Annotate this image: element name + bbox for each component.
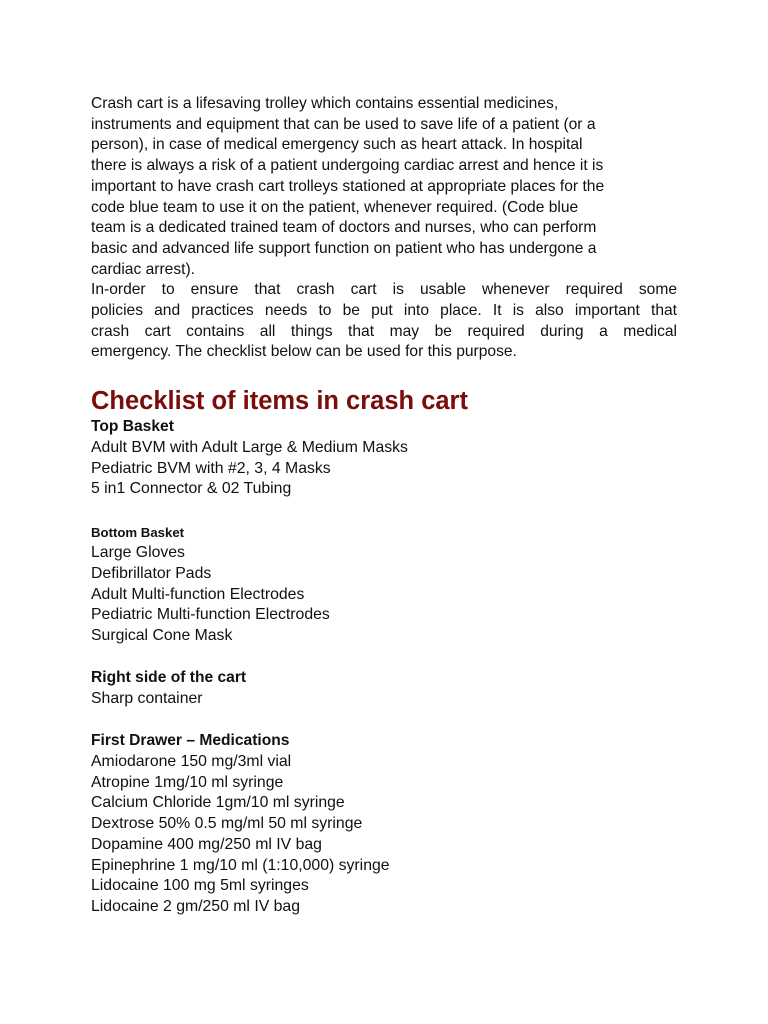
section-bottom-basket — [91, 523, 330, 647]
intro-line: team is a dedicated trained team of doctors and nurses, who can perform — [91, 219, 597, 237]
intro-line: important to have crash cart trolleys stationed at appropriate places for the — [91, 177, 605, 195]
list-item: Lidocaine 2 gm/250 ml IV bag — [91, 898, 301, 916]
intro-line: In-order to ensure that crash cart is usable whenever required some — [91, 281, 677, 299]
list-item: Large Gloves — [91, 544, 185, 561]
list-item: Lidocaine 100 mg 5ml syringes — [91, 877, 309, 895]
intro-line: cardiac arrest). — [91, 260, 195, 278]
list-item: Sharp container — [91, 689, 203, 707]
section-title: Top Basket — [91, 418, 174, 435]
intro-line: policies and practices needs to be put into place. It is also important that — [91, 302, 677, 320]
checklist-heading: Checklist of items in crash cart — [91, 387, 468, 415]
list-item: Adult Multi-function Electrodes — [91, 585, 305, 603]
intro-line: code blue team to use it on the patient, whenever required. (Code blue — [91, 198, 579, 216]
section-title: First Drawer – Medications — [91, 732, 290, 749]
intro-line: basic and advanced life support function on patient who has undergone a — [91, 239, 597, 257]
intro-line: there is always a risk of a patient undergoing cardiac arrest and hence it is — [91, 157, 604, 175]
list-item: Atropine 1mg/10 ml syringe — [91, 773, 284, 791]
section-right-side — [91, 668, 246, 710]
list-item: Epinephrine 1 mg/10 ml (1:10,000) syringe — [91, 856, 390, 874]
intro-line: emergency. The checklist below can be used for this purpose. — [91, 343, 517, 361]
section-first-drawer — [91, 731, 390, 918]
intro-paragraph-2 — [91, 280, 677, 363]
list-item: Defibrillator Pads — [91, 564, 212, 582]
list-item: Amiodarone 150 mg/3ml vial — [91, 752, 292, 770]
intro-paragraph-1 — [91, 94, 677, 280]
list-item: Dopamine 400 mg/250 ml IV bag — [91, 835, 322, 853]
intro-line: crash cart contains all things that may be required during a medical — [91, 322, 677, 340]
list-item: Pediatric BVM with #2, 3, 4 Masks — [91, 459, 331, 477]
list-item: Pediatric Multi-function Electrodes — [91, 606, 330, 624]
list-item: Dextrose 50% 0.5 mg/ml 50 ml syringe — [91, 815, 363, 833]
intro-line: Crash cart is a lifesaving trolley which contains essential medicines, — [91, 95, 559, 112]
section-title: Bottom Basket — [91, 525, 185, 540]
intro-line: instruments and equipment that can be used to save life of a patient (or a — [91, 115, 596, 133]
section-top-basket — [91, 417, 408, 500]
list-item: Surgical Cone Mask — [91, 627, 233, 645]
list-item: Calcium Chloride 1gm/10 ml syringe — [91, 794, 345, 812]
section-title: Right side of the cart — [91, 669, 247, 686]
list-item: 5 in1 Connector & 02 Tubing — [91, 480, 292, 498]
intro-line: person), in case of medical emergency such as heart attack. In hospital — [91, 136, 583, 154]
list-item: Adult BVM with Adult Large & Medium Masks — [91, 438, 408, 456]
document-body — [91, 94, 677, 916]
